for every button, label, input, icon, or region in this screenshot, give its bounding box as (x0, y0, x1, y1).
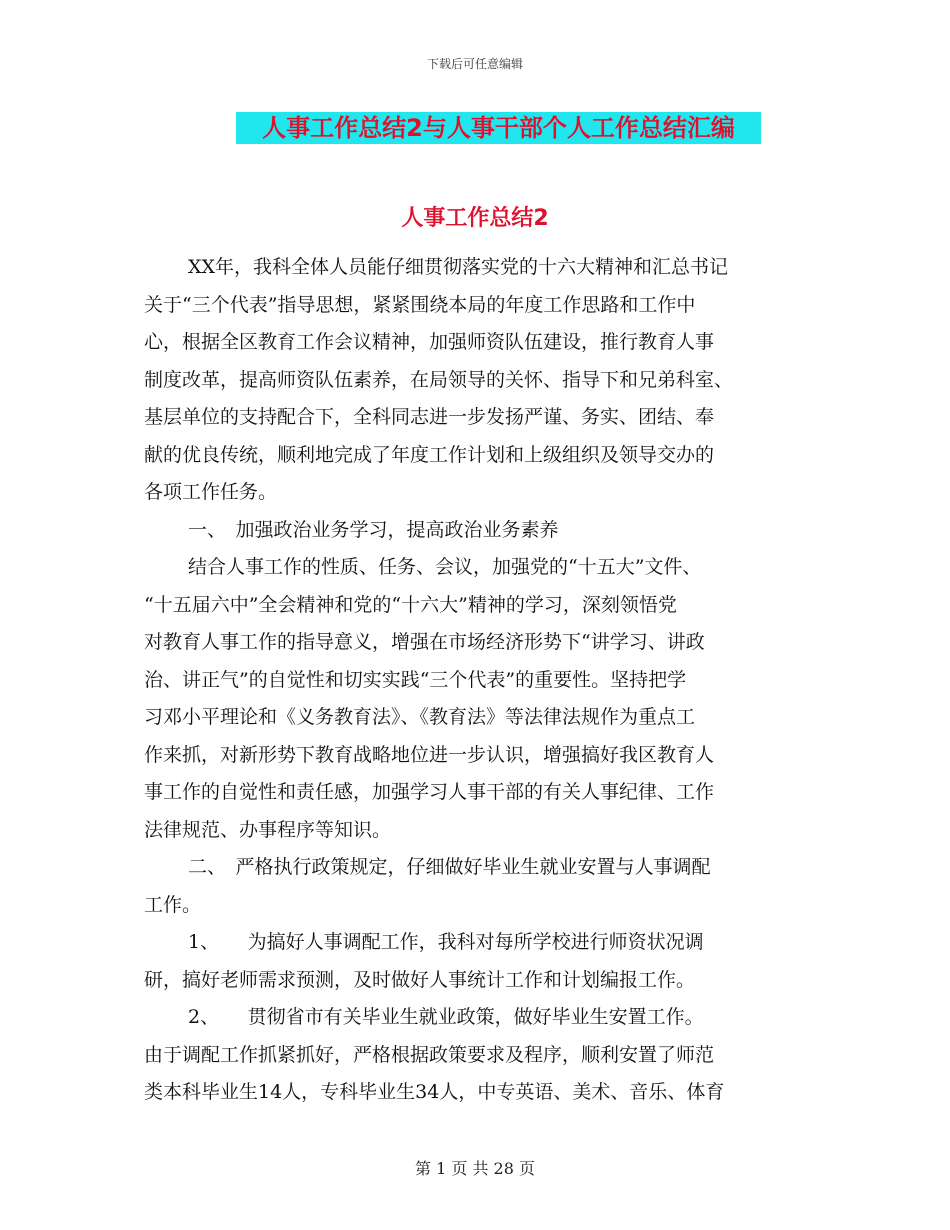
text-line: 心，根据全区教育工作会议精神，加强师资队伍建设，推行教育人事 (144, 331, 715, 353)
document-title: 人事工作总结2与人事干部个人工作总结汇编 (236, 112, 761, 144)
text-line: XX年，我科全体人员能仔细贯彻落实党的十六大精神和汇总书记 (188, 256, 729, 278)
text-line: “十五届六中”全会精神和党的“十六大”精神的学习，深刻领悟党 (144, 593, 677, 616)
text-line: 1、 为搞好人事调配工作，我科对每所学校进行师资状况调 (188, 931, 704, 953)
text-line: 各项工作任务。 (144, 481, 278, 503)
heading-line: 一、 加强政治业务学习，提高政治业务素养 (188, 518, 559, 541)
text-line: 习邓小平理论和《义务教育法》、《教育法》等法律法规作为重点工 (144, 706, 696, 728)
text-line: 法律规范、办事程序等知识。 (144, 818, 392, 841)
text-line: 治、讲正气”的自觉性和切实实践“三个代表”的重要性。坚持把学 (144, 668, 687, 691)
text-line: 由于调配工作抓紧抓好，严格根据政策要求及程序，顺利安置了师范 (144, 1043, 715, 1066)
page-footer: 第 1 页 共 28 页 (415, 1159, 535, 1178)
text-line: 2、 贯彻省市有关毕业生就业政策，做好毕业生安置工作。 (188, 1006, 704, 1028)
text-line: 事工作的自觉性和责任感，加强学习人事干部的有关人事纪律、工作 (144, 781, 715, 803)
section-title: 人事工作总结2 (401, 206, 549, 231)
text-line: 献的优良传统，顺利地完成了年度工作计划和上级组织及领导交办的 (144, 443, 715, 466)
text-line: 关于“三个代表”指导思想，紧紧围绕本局的年度工作思路和工作中 (144, 293, 696, 316)
text-line: 对教育人事工作的指导意义，增强在市场经济形势下“讲学习、讲政 (144, 631, 705, 653)
text-line: 基层单位的支持配合下，全科同志进一步发扬严谨、务实、团结、奉 (144, 406, 715, 428)
body-text (144, 249, 814, 1112)
text-line: 作来抓，对新形势下教育战略地位进一步认识，增强搞好我区教育人 (144, 743, 715, 766)
text-line: 制度改革，提高师资队伍素养，在局领导的关怀、指导下和兄弟科室、 (144, 368, 734, 391)
text-line: 研，搞好老师需求预测，及时做好人事统计工作和计划编报工作。 (144, 968, 696, 991)
text-line: 结合人事工作的性质、任务、会议，加强党的“十五大”文件、 (188, 556, 702, 578)
text-line: 类本科毕业生14人，专科毕业生34人，中专英语、美术、音乐、体育 (144, 1081, 725, 1103)
text-line: 工作。 (144, 893, 202, 916)
heading-line: 二、 严格执行政策规定，仔细做好毕业生就业安置与人事调配 (188, 856, 711, 878)
header-note: 下载后可任意编辑 (426, 57, 523, 71)
